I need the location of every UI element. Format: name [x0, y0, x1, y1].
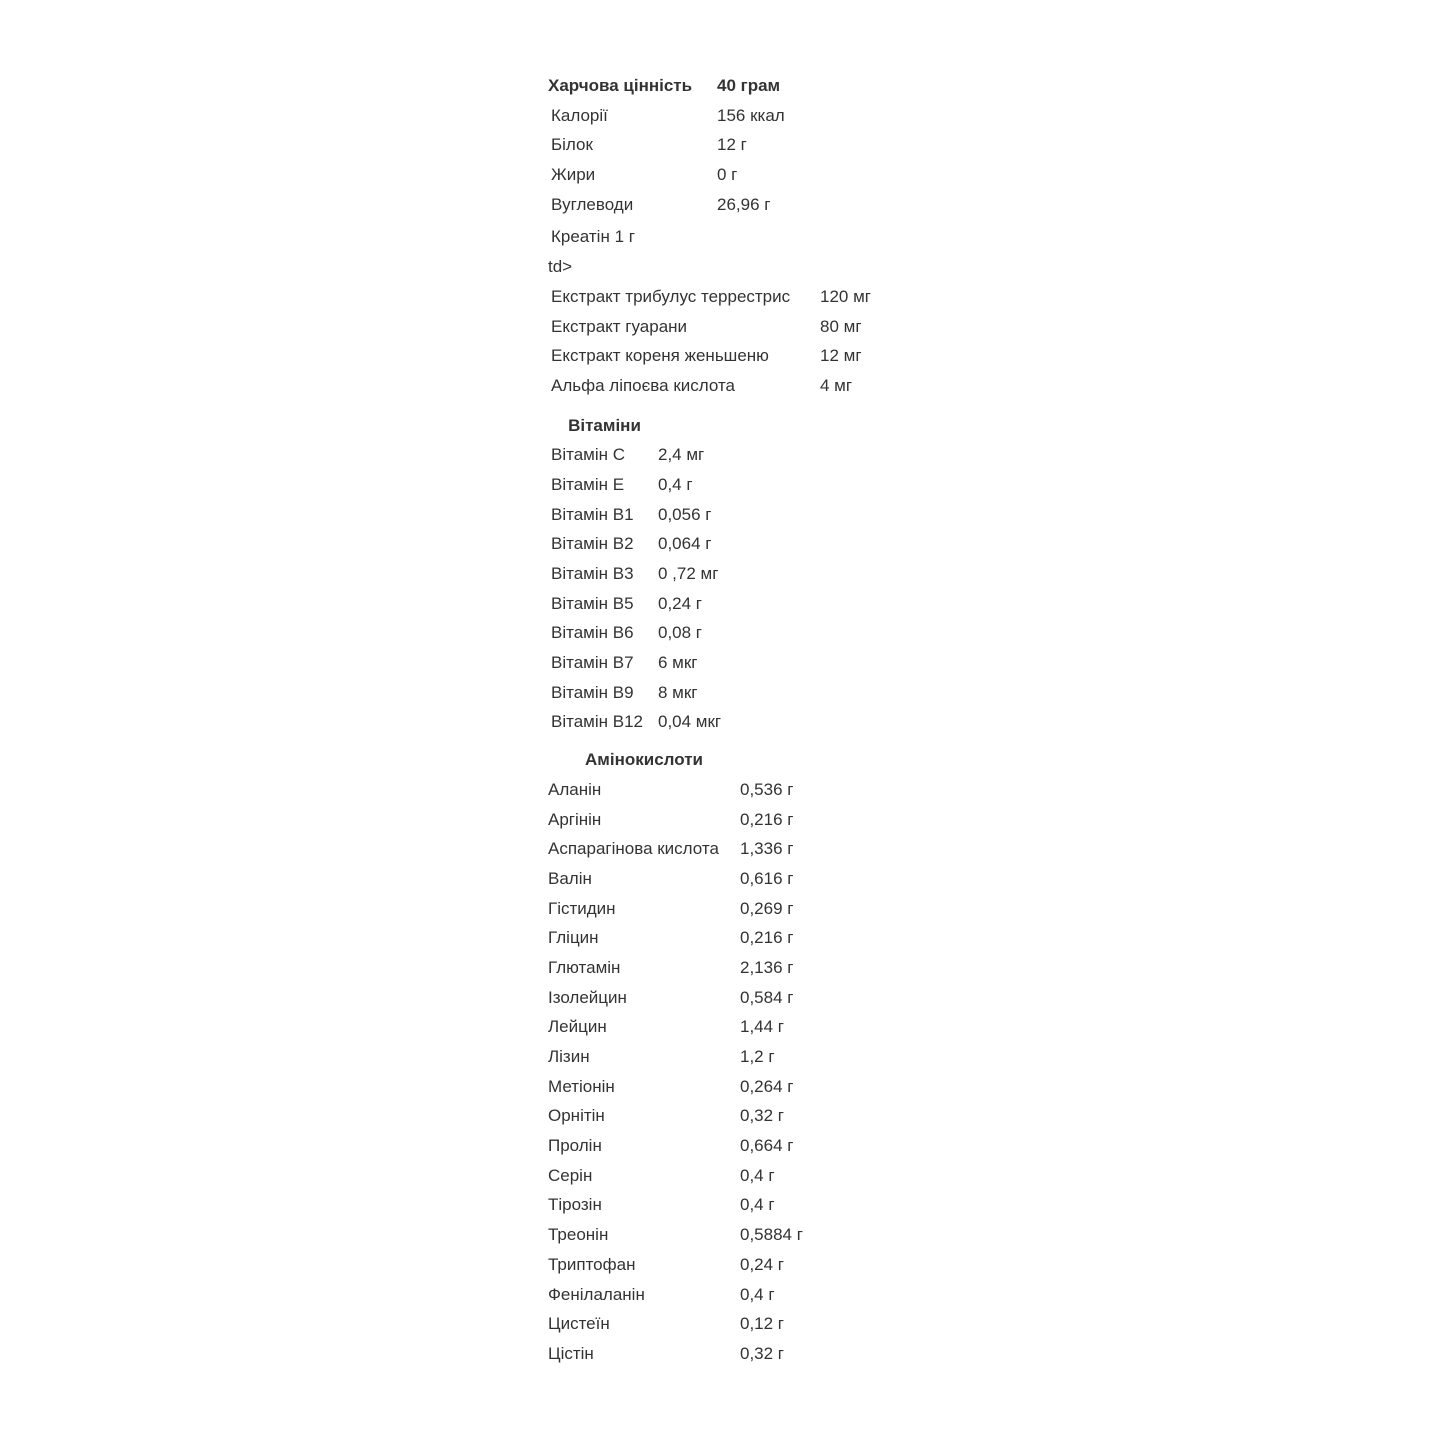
table-row	[548, 1194, 968, 1224]
row-value: 0,664 г	[740, 1136, 794, 1156]
table-row	[548, 898, 968, 928]
row-label: Цістін	[548, 1343, 594, 1363]
row-label: Жири	[551, 165, 596, 185]
row-value: 0,32 г	[740, 1343, 785, 1363]
row-value: 1,44 г	[740, 1017, 785, 1037]
table-row	[548, 593, 968, 623]
amino-section-header: Амінокислоти	[585, 750, 703, 770]
row-label: Метіонін	[548, 1076, 615, 1096]
row-value: 0,12 г	[740, 1314, 785, 1334]
nutrition-header-serving: 40 грам	[717, 76, 781, 95]
row-label: Цистеїн	[548, 1314, 610, 1334]
row-value: 0,269 г	[740, 898, 794, 918]
row-label: Валін	[548, 868, 592, 888]
table-row	[548, 1016, 968, 1046]
table-row	[548, 1343, 968, 1373]
row-label: Аспарагінова кислота	[548, 839, 719, 859]
row-label: Вітамін B12	[551, 712, 643, 732]
table-row	[548, 868, 968, 898]
row-label: Вітамін B5	[551, 593, 634, 613]
row-value: 120 мг	[820, 286, 871, 306]
table-row	[548, 1046, 968, 1076]
row-label: Орнітін	[548, 1106, 605, 1126]
row-value: 0,08 г	[658, 623, 703, 643]
row-label: Гістидин	[548, 898, 616, 918]
table-row	[548, 927, 968, 957]
table-row	[548, 345, 968, 375]
row-value: 1,2 г	[740, 1047, 775, 1066]
row-value: 0,4 г	[740, 1284, 775, 1304]
amino-acids-table	[548, 779, 968, 1373]
creatine-text: Креатін 1 г	[551, 227, 635, 247]
row-value: 0,264 г	[740, 1076, 794, 1096]
row-value: 0,616 г	[740, 868, 794, 888]
markup-artifact-text	[548, 256, 968, 286]
table-row	[548, 652, 968, 682]
row-value: 0,4 г	[740, 1165, 775, 1185]
row-label: Вітамін C	[551, 445, 626, 465]
row-value: 4 мг	[820, 375, 853, 395]
table-row	[548, 1165, 968, 1195]
table-row	[548, 105, 968, 135]
row-value: 0,4 г	[658, 474, 693, 494]
table-row	[548, 838, 968, 868]
row-label: Серін	[548, 1165, 593, 1185]
row-label: Аланін	[548, 779, 602, 799]
row-label: Лізин	[548, 1047, 590, 1066]
table-row	[548, 1284, 968, 1314]
row-value: 2,4 мг	[658, 445, 705, 465]
table-row	[548, 1254, 968, 1284]
table-row	[548, 286, 968, 316]
row-value: 0,24 г	[658, 593, 703, 613]
row-label: Вітамін B1	[551, 504, 634, 524]
row-label: Фенілаланін	[548, 1284, 645, 1304]
row-value: 0 ,72 мг	[658, 564, 719, 583]
table-row	[548, 779, 968, 809]
row-label: Ізолейцин	[548, 987, 627, 1007]
row-value: 8 мкг	[658, 682, 698, 702]
row-label: Калорії	[551, 105, 608, 125]
table-row	[548, 1313, 968, 1343]
row-label: Аргінін	[548, 809, 602, 829]
table-row	[548, 957, 968, 987]
row-label: Тірозін	[548, 1195, 602, 1215]
row-label: Вітамін B2	[551, 534, 634, 554]
row-label: Вуглеводи	[551, 194, 634, 214]
table-row	[548, 474, 968, 504]
table-row	[548, 809, 968, 839]
nutrition-header-title: Харчова цінність	[548, 76, 693, 95]
nutrition-header-row	[548, 75, 968, 105]
table-row	[548, 1135, 968, 1165]
row-value: 1,336 г	[740, 839, 794, 859]
vitamins-section-header: Вітаміни	[568, 415, 641, 435]
row-label: Альфа ліпоєва кислота	[551, 375, 736, 395]
row-value: 12 мг	[820, 346, 862, 366]
row-value: 0 г	[717, 165, 738, 185]
row-value: 0,5884 г	[740, 1225, 803, 1245]
row-value: 80 мг	[820, 316, 862, 336]
row-value: 26,96 г	[717, 194, 771, 214]
row-label: Вітамін E	[551, 474, 625, 494]
table-row	[548, 1076, 968, 1106]
row-value: 0,216 г	[740, 928, 794, 948]
row-label: Вітамін B9	[551, 682, 634, 702]
row-value: 0,4 г	[740, 1195, 775, 1215]
row-label: Вітамін B3	[551, 564, 634, 583]
row-label: Екстракт гуарани	[551, 316, 688, 336]
row-value: 0,32 г	[740, 1106, 785, 1126]
row-label: Треонін	[548, 1225, 609, 1245]
row-value: 2,136 г	[740, 957, 794, 977]
row-value: 0,056 г	[658, 504, 712, 524]
row-label: Вітамін B7	[551, 653, 634, 673]
macros-table	[548, 105, 968, 224]
row-label: Екстракт кореня женьшеню	[551, 346, 769, 366]
creatine-row	[548, 226, 968, 256]
table-row	[548, 375, 968, 405]
row-value: 0,584 г	[740, 987, 794, 1007]
row-label: Вітамін B6	[551, 623, 634, 643]
vitamins-table	[548, 444, 968, 741]
table-row	[548, 987, 968, 1017]
row-value: 0,216 г	[740, 809, 794, 829]
table-row	[548, 563, 968, 593]
table-row	[548, 194, 968, 224]
row-label: Глютамін	[548, 957, 621, 977]
row-value: 0,24 г	[740, 1254, 785, 1274]
table-row	[548, 164, 968, 194]
table-row	[548, 316, 968, 346]
table-row	[548, 533, 968, 563]
row-label: Білок	[551, 135, 593, 155]
table-row	[548, 1224, 968, 1254]
artifact-text: td>	[548, 257, 573, 277]
table-row	[548, 1105, 968, 1135]
table-row	[548, 622, 968, 652]
row-value: 0,04 мкг	[658, 712, 722, 732]
table-row	[548, 504, 968, 534]
row-label: Екстракт трибулус террестрис	[551, 286, 791, 306]
row-value: 12 г	[717, 135, 747, 155]
table-row	[548, 711, 968, 741]
row-label: Пролін	[548, 1136, 602, 1156]
row-label: Гліцин	[548, 928, 599, 948]
row-label: Триптофан	[548, 1254, 636, 1274]
row-value: 0,064 г	[658, 534, 712, 554]
table-row	[548, 682, 968, 712]
nutrition-panel	[548, 75, 968, 1373]
table-row	[548, 134, 968, 164]
row-value: 6 мкг	[658, 653, 698, 673]
table-row	[548, 444, 968, 474]
row-value: 156 ккал	[717, 105, 785, 125]
row-label: Лейцин	[548, 1017, 607, 1037]
extracts-table	[548, 286, 968, 405]
row-value: 0,536 г	[740, 779, 794, 799]
